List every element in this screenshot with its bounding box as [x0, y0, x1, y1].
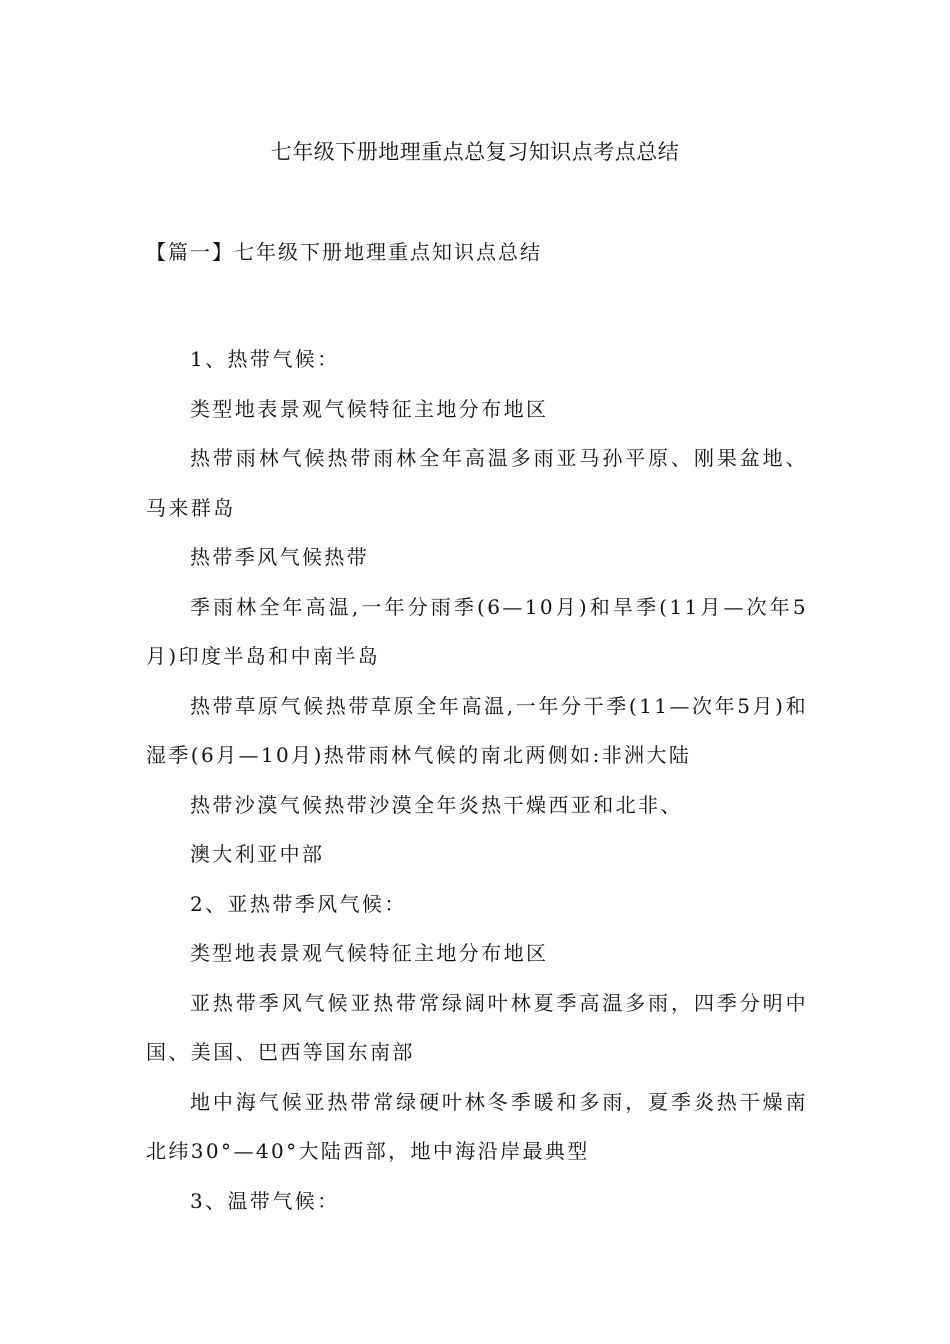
- paragraph: 地中海气候亚热带常绿硬叶林冬季暖和多雨，夏季炎热干燥南北纬30°—40°大陆西部，地中海沿岸最典型: [146, 1089, 808, 1163]
- paragraph: 3、温带气候：: [190, 1188, 340, 1213]
- paragraph: 亚热带季风气候亚热带常绿阔叶林夏季高温多雨，四季分明中国、美国、巴西等国东南部: [146, 990, 808, 1064]
- paragraph: 季雨林全年高温,一年分雨季(6—10月)和旱季(11月—次年5月)印度半岛和中南半岛: [146, 594, 808, 668]
- paragraph: 热带沙漠气候热带沙漠全年炎热干燥西亚和北非、: [190, 792, 683, 817]
- paragraph: 类型地表景观气候特征主地分布地区: [190, 396, 549, 421]
- paragraph: 热带草原气候热带草原全年高温,一年分干季(11—次年5月)和湿季(6月—10月)热带雨林气候的南北两侧如:非洲大陆: [146, 693, 808, 767]
- paragraph: 热带雨林气候热带雨林全年高温多雨亚马孙平原、刚果盆地、马来群岛: [146, 446, 808, 520]
- paragraph: 类型地表景观气候特征主地分布地区: [190, 941, 549, 965]
- section-heading: 【篇一】七年级下册地理重点知识点总结: [146, 240, 542, 264]
- document-body: [146, 335, 808, 1226]
- paragraph: 1、热带气候：: [190, 347, 340, 371]
- document-title: 七年级下册地理重点总复习知识点考点总结: [270, 140, 680, 164]
- paragraph: 澳大利亚中部: [190, 842, 325, 866]
- paragraph: 2、亚热带季风气候：: [190, 891, 407, 916]
- paragraph: 热带季风气候热带: [190, 545, 370, 569]
